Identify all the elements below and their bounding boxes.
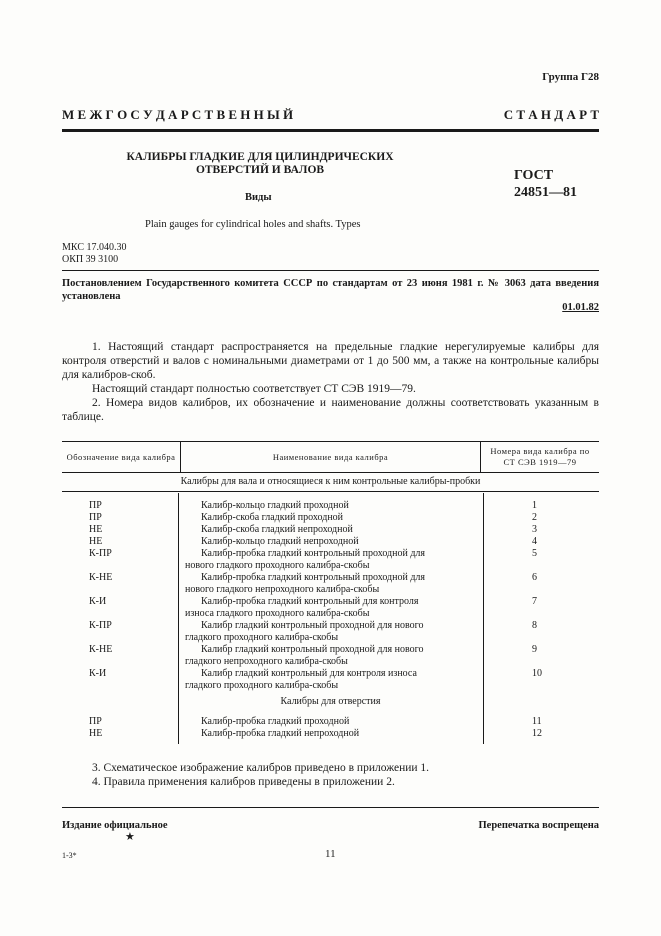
document-subtitle: Виды (245, 192, 272, 203)
gauge-name-line-1: Калибр-пробка гладкий контрольный для контроля (201, 596, 419, 607)
gauge-name-line-1: Калибр гладкий контрольный проходной для нового (201, 620, 424, 631)
group-code: Группа Г28 (542, 71, 599, 83)
gauge-number: 2 (532, 512, 537, 523)
section-hole-gauges: Калибры для отверстия (280, 696, 381, 707)
okp-code: ОКП 39 3100 (62, 254, 119, 265)
footer-rule (62, 807, 599, 808)
gauge-code: К-И (89, 596, 107, 607)
gauge-code: НЕ (89, 524, 103, 535)
gauge-code: К-И (89, 668, 107, 679)
gauge-number: 5 (532, 548, 537, 559)
gauge-name (185, 716, 475, 728)
introduction-date: 01.01.82 (562, 302, 599, 313)
paragraph-1-text: 1. Настоящий стандарт распространяется на предельные гладкие нерегулируемые калибры для контроля отверстий и валов с номинальными диаметрами от 1 до 500 мм, а также на контрольные калибры для калибров-скоб. (62, 341, 599, 381)
gauge-name-line-1: Калибр-скоба гладкий проходной (201, 512, 344, 523)
gauge-name-line-2: гладкого проходного калибра-скобы (185, 631, 339, 643)
gauge-name (185, 620, 475, 643)
gauge-code: ПР (89, 500, 102, 511)
gauge-name (185, 548, 475, 571)
gauge-name-line-1: Калибр гладкий контрольный проходной для нового (201, 644, 424, 655)
gauge-name-line-1: Калибр гладкий контрольный для контроля износа (201, 668, 417, 679)
gauge-code: НЕ (89, 536, 103, 547)
gauge-name-line-1: Калибр-кольцо гладкий проходной (201, 500, 349, 511)
paragraph-3-4 (62, 761, 599, 789)
reprint-prohibited: Перепечатка воспрещена (478, 820, 599, 831)
section-shaft-gauges: Калибры для вала и относящиеся к ним контрольные калибры-пробки (180, 476, 481, 487)
gauge-name (185, 524, 475, 536)
gauge-number: 8 (532, 620, 537, 631)
header-code: Обозначение вида калибра (62, 442, 181, 473)
gauge-name-line-1: Калибр-кольцо гладкий непроходной (201, 536, 359, 547)
title-line-2: ОТВЕРСТИЙ И ВАЛОВ (195, 164, 325, 176)
sheet-mark: 1-3* (62, 851, 77, 860)
paragraph-3-text: 3. Схематическое изображение калибров приведено в приложении 1. (92, 762, 430, 774)
heading-rule (62, 129, 599, 132)
gost-designation (514, 167, 577, 201)
gauge-code: К-ПР (89, 548, 112, 559)
paragraph-2-text: 2. Номера видов калибров, их обозначение и наименование должны соответствовать указанным в таблице. (62, 397, 599, 423)
gauge-name (185, 536, 475, 548)
gauge-code: К-НЕ (89, 572, 113, 583)
document-title (95, 151, 425, 177)
decree-rule (62, 270, 599, 271)
gauge-code: К-ПР (89, 620, 112, 631)
gauge-code: ПР (89, 512, 102, 523)
gauge-number: 4 (532, 536, 537, 547)
title-line-1: КАЛИБРЫ ГЛАДКИЕ ДЛЯ ЦИЛИНДРИЧЕСКИХ (126, 151, 394, 163)
gauge-number: 7 (532, 596, 537, 607)
heading-word-2: С Т А Н Д А Р Т (503, 107, 599, 122)
gost-label: ГОСТ (514, 168, 554, 183)
heading-word-1: М Е Ж Г О С У Д А Р С Т В Е Н Н Ы Й (62, 107, 294, 122)
gost-number: 24851—81 (514, 185, 577, 200)
gauge-name-line-1: Калибр-пробка гладкий проходной (201, 716, 350, 727)
gauge-name-line-1: Калибр-пробка гладкий контрольный проходной для (201, 548, 426, 559)
gauge-name-line-2: нового гладкого непроходного калибра-скобы (185, 583, 380, 595)
paragraph-1-compliance: Настоящий стандарт полностью соответствует СТ СЭВ 1919—79. (92, 383, 416, 395)
gauge-number: 12 (532, 728, 542, 739)
gauge-name-line-2: гладкого проходного калибра-скобы (185, 679, 339, 691)
decree-text: Постановлением Государственного комитета СССР по стандартам от 23 июня 1981 г. № 3063 дата введения установлена (62, 278, 599, 302)
gauge-name-line-1: Калибр-пробка гладкий непроходной (201, 728, 360, 739)
gauge-code: НЕ (89, 728, 103, 739)
gauge-name (185, 728, 475, 740)
gauge-number: 1 (532, 500, 537, 511)
gauge-number: 11 (532, 716, 542, 727)
gauge-number: 10 (532, 668, 542, 679)
gauge-name (185, 512, 475, 524)
paragraph-4-text: 4. Правила применения калибров приведены в приложении 2. (92, 776, 395, 788)
gauge-name (185, 644, 475, 667)
mks-code: МКС 17.040.30 (62, 242, 127, 253)
gauge-types-table (62, 441, 599, 473)
english-title: Plain gauges for cylindrical holes and shafts. Types (145, 219, 361, 230)
section-rule (62, 491, 599, 492)
gauge-name (185, 500, 475, 512)
header-number: Номера вида калибра по СТ СЭВ 1919—79 (481, 442, 600, 473)
gauge-name (185, 596, 475, 619)
gauge-name-line-1: Калибр-пробка гладкий контрольный проходной для (201, 572, 426, 583)
star-icon: ★ (125, 831, 135, 843)
gauge-number: 9 (532, 644, 537, 655)
interstate-standard-heading (62, 107, 599, 123)
gauge-name (185, 572, 475, 595)
official-edition: Издание официальное (62, 820, 168, 831)
gauge-name (185, 668, 475, 691)
gauge-code: ПР (89, 716, 102, 727)
gauge-name-line-2: нового гладкого проходного калибра-скобы (185, 559, 370, 571)
header-name: Наименование вида калибра (181, 442, 481, 473)
gauge-code: К-НЕ (89, 644, 113, 655)
classification-codes (62, 242, 126, 266)
gauge-name-line-2: износа гладкого проходного калибра-скобы (185, 607, 370, 619)
gauge-name-line-2: гладкого непроходного калибра-скобы (185, 655, 348, 667)
paragraph-1 (62, 340, 599, 424)
page-number: 11 (325, 848, 336, 860)
gauge-number: 6 (532, 572, 537, 583)
gauge-number: 3 (532, 524, 537, 535)
gauge-name-line-1: Калибр-скоба гладкий непроходной (201, 524, 353, 535)
